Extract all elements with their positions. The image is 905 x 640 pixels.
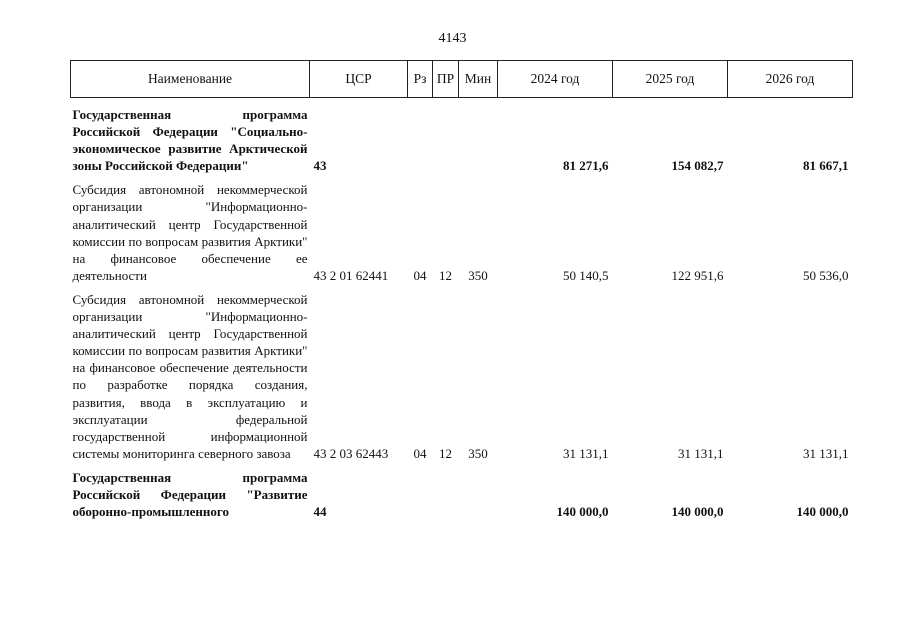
row-min: 350: [468, 445, 488, 461]
row-rz: [408, 465, 433, 523]
budget-table: [70, 60, 853, 523]
row-rz: 04: [413, 267, 427, 283]
table-row: [71, 465, 853, 523]
row-min: [459, 98, 498, 178]
row-2024: 50 140,5: [563, 267, 609, 283]
row-csr: 43 2 01 62441: [313, 267, 389, 283]
row-2026: 140 000,0: [796, 504, 849, 520]
header-csr: ЦСР: [310, 61, 408, 98]
row-2025: 154 082,7: [671, 158, 724, 174]
row-pr: 12: [439, 267, 452, 283]
row-csr: 43 2 03 62443: [313, 445, 389, 461]
row-name: Субсидия автономной некоммерческой организации "Информационно-аналитический центр Государственной комиссии по вопросам развития Арктики" на финансовое обеспечение ее деятельности: [72, 182, 308, 283]
table-row: [71, 177, 853, 287]
table-row: [71, 287, 853, 465]
header-2025: 2025 год: [613, 61, 728, 98]
header-2024: 2024 год: [498, 61, 613, 98]
row-2024: 81 271,6: [563, 158, 609, 174]
row-name: Субсидия автономной некоммерческой организации "Информационно-аналитический центр Государственной комиссии по вопросам развития Арктики" на финансовое обеспечение деятельности по разработке порядка создания, развития, ввода в эксплуатацию и эксплуатации федеральной государственной информационной системы мониторинга северного завоза: [72, 291, 308, 461]
row-pr: 12: [439, 445, 452, 461]
row-rz: [408, 98, 433, 178]
row-2026: 31 131,1: [803, 445, 849, 461]
row-min: [459, 465, 498, 523]
row-2025: 140 000,0: [671, 504, 724, 520]
row-csr: 43: [313, 158, 327, 174]
row-2024: 140 000,0: [556, 504, 609, 520]
row-2024: 31 131,1: [563, 445, 609, 461]
table-header-row: [71, 61, 853, 98]
header-min: Мин: [459, 61, 498, 98]
row-min: 350: [468, 267, 488, 283]
row-pr: [433, 98, 459, 178]
row-name: Государственная программа Российской Федерации "Социально-экономическое развитие Арктической зоны Российской Федерации": [72, 107, 308, 174]
header-rz: Рз: [408, 61, 433, 98]
row-pr: [433, 465, 459, 523]
table-row: [71, 98, 853, 178]
header-pr: ПР: [433, 61, 459, 98]
row-2026: 81 667,1: [803, 158, 849, 174]
row-2026: 50 536,0: [803, 267, 849, 283]
header-2026: 2026 год: [728, 61, 853, 98]
row-name: Государственная программа Российской Федерации "Развитие оборонно-промышленного: [72, 469, 308, 520]
header-name: Наименование: [71, 61, 310, 98]
row-2025: 122 951,6: [671, 267, 724, 283]
row-2025: 31 131,1: [678, 445, 724, 461]
row-rz: 04: [413, 445, 427, 461]
row-csr: 44: [313, 504, 327, 520]
page-number: 4143: [438, 31, 467, 46]
